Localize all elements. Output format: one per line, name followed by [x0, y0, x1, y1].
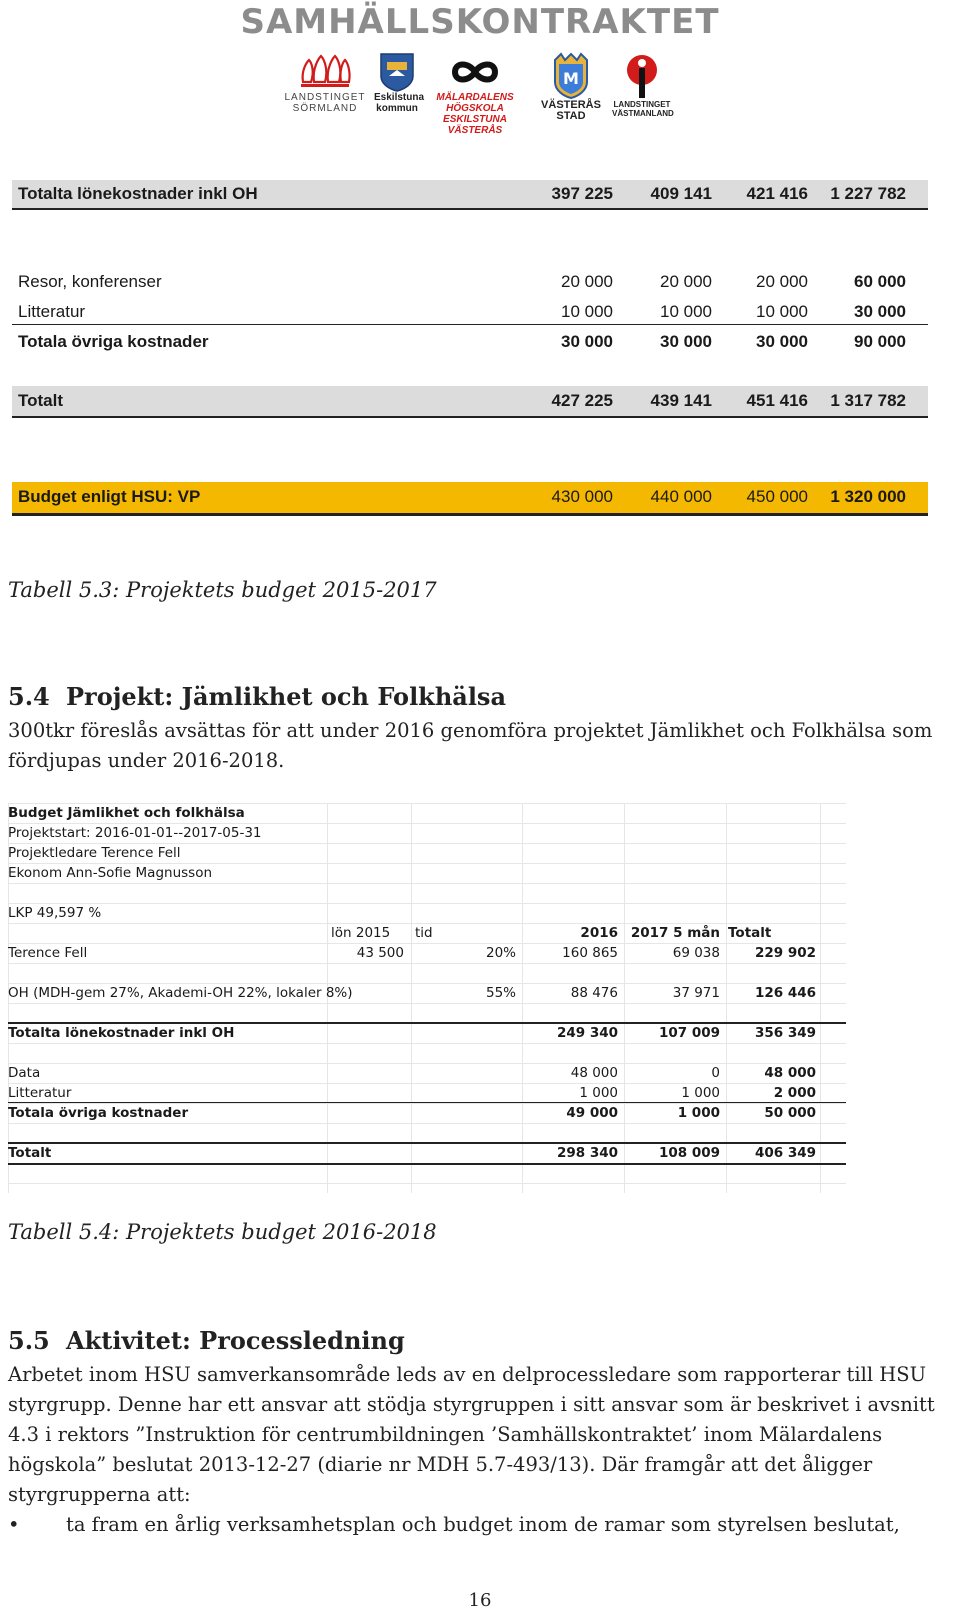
mdh-infinity-icon	[445, 52, 505, 92]
row-label: Budget enligt HSU: VP	[18, 487, 201, 506]
cell-value: 20 000	[660, 272, 712, 291]
sheet-leader: Projektledare Terence Fell	[8, 845, 181, 861]
cell-value: 160 865	[562, 945, 618, 961]
brand-title	[0, 2, 960, 42]
cell-value: 450 000	[746, 487, 808, 506]
cell-value: 10 000	[561, 302, 613, 321]
paragraph-line: 4.3 i rektors ”Instruktion för centrumbildningen ’Samhällskontraktet’ inom Mälardalens	[8, 1423, 883, 1446]
cell-value: 356 349	[754, 1025, 816, 1041]
table-row	[12, 268, 928, 296]
cell-value: 20 000	[756, 272, 808, 291]
tulip-crown-icon	[297, 52, 353, 92]
paragraph	[8, 716, 958, 776]
cell-value: 107 009	[658, 1025, 720, 1041]
eskilstuna-crest-icon	[379, 52, 415, 92]
cell-value: 298 340	[556, 1145, 618, 1161]
cell-value: 397 225	[551, 184, 613, 203]
row-label: Litteratur	[8, 1085, 72, 1101]
cell-value: 108 009	[658, 1145, 720, 1161]
row-label: OH (MDH-gem 27%, Akademi-OH 22%, lokaler 8%)	[8, 985, 353, 1001]
cell-value: 1 000	[579, 1085, 618, 1101]
table-caption: Tabell 5.4: Projektets budget 2016-2018	[8, 1220, 437, 1244]
table-row	[12, 386, 928, 418]
cell-value: 30 000	[854, 302, 906, 321]
row-label: Totalt	[8, 1145, 52, 1161]
paragraph-line: Arbetet inom HSU samverkansområde leds av en delprocessledare som rapporterar till HSU	[8, 1363, 927, 1386]
logo-caption: VÄSTMANLAND	[612, 109, 674, 118]
brand-title-text: SAMHÄLLSKONTRAKTET	[240, 2, 720, 42]
table-row	[12, 328, 928, 356]
cell-value: 10 000	[660, 302, 712, 321]
logo-caption: ESKILSTUNA VÄSTERÅS	[443, 114, 507, 136]
row-label: Totalta lönekostnader inkl OH	[8, 1025, 235, 1041]
logo-caption: kommun	[376, 103, 418, 114]
logo-landstinget-sormland	[276, 52, 374, 114]
cell-value: 1 000	[681, 1085, 720, 1101]
cell-value: 427 225	[551, 391, 613, 410]
cell-value: 37 971	[672, 985, 720, 1001]
logo-eskilstuna-kommun	[374, 52, 425, 114]
sheet-economist: Ekonom Ann-Sofie Magnusson	[8, 865, 213, 881]
table-caption: Tabell 5.3: Projektets budget 2015-2017	[8, 578, 437, 602]
logo-caption: LANDSTINGET	[284, 92, 366, 103]
cell-value: 88 476	[570, 985, 618, 1001]
logo-caption: LANDSTINGET	[613, 100, 671, 109]
svg-text:M: M	[563, 69, 579, 88]
bullet-marker: •	[8, 1513, 20, 1536]
cell-value: 451 416	[746, 391, 808, 410]
row-label: Totala övriga kostnader	[8, 1105, 189, 1121]
cell-value: 2 000	[773, 1085, 816, 1101]
logo-vasteras-stad	[530, 52, 612, 122]
logo-caption: SÖRMLAND	[292, 103, 358, 114]
bullet-text: ta fram en årlig verksamhetsplan och budget inom de ramar som styrelsen beslutat,	[66, 1513, 900, 1536]
cell-value: 43 500	[356, 945, 404, 961]
row-label: Litteratur	[18, 302, 86, 321]
cell-value: 406 349	[754, 1145, 816, 1161]
column-header: tid	[415, 925, 433, 941]
logo-caption: VÄSTERÅS STAD	[541, 99, 601, 122]
row-label: Resor, konferenser	[18, 272, 162, 291]
cell-value: 30 000	[660, 332, 712, 351]
cell-value: 50 000	[764, 1105, 816, 1121]
paragraph	[8, 1360, 958, 1510]
cell-value: 30 000	[561, 332, 613, 351]
paragraph-line: högskola” beslutat 2013-12-27 (diarie nr MDH 5.7-493/13). Där framgår att det åligger	[8, 1453, 873, 1476]
cell-value: 69 038	[672, 945, 720, 961]
paragraph-line: 300tkr föreslås avsättas för att under 2016 genomföra projektet Jämlikhet och Folkhälsa som	[8, 719, 933, 742]
cell-value: 1 317 782	[830, 391, 906, 410]
cell-value: 60 000	[854, 272, 906, 291]
cell-value: 55%	[485, 985, 516, 1001]
cell-value: 1 320 000	[830, 487, 906, 506]
cell-value: 20%	[485, 945, 516, 961]
table-row	[12, 180, 928, 210]
sheet-lkp: LKP 49,597 %	[8, 905, 102, 921]
logo-malardalens-hogskola	[420, 52, 530, 136]
table-row-highlight	[12, 482, 928, 516]
cell-value: 409 141	[650, 184, 712, 203]
cell-value: 229 902	[754, 945, 816, 961]
column-header: 2016	[580, 925, 618, 941]
cell-value: 49 000	[566, 1105, 618, 1121]
section-heading	[8, 682, 506, 711]
page-number: 16	[468, 1590, 492, 1611]
paragraph-line: styrgrupperna att:	[8, 1483, 191, 1506]
section-heading	[8, 1326, 405, 1355]
cell-value: 10 000	[756, 302, 808, 321]
cell-value: 30 000	[756, 332, 808, 351]
row-label: Totalta lönekostnader inkl OH	[18, 184, 258, 203]
cell-value: 90 000	[854, 332, 906, 351]
section-number: 5.5	[8, 1326, 50, 1355]
section-number: 5.4	[8, 682, 50, 711]
paragraph-line: styrgrupp. Denne har ett ansvar att stödja styrgruppen i sitt ansvar som är beskrivet i avsnitt	[8, 1393, 935, 1416]
logo-caption: MÄLARDALENS HÖGSKOLA	[436, 92, 514, 114]
budget-spreadsheet	[8, 803, 846, 1193]
bullet-item	[8, 1510, 958, 1540]
cell-value: 20 000	[561, 272, 613, 291]
cell-value: 249 340	[556, 1025, 618, 1041]
cell-value: 126 446	[754, 985, 816, 1001]
logo-caption: Eskilstuna	[374, 92, 425, 103]
cell-value: 421 416	[746, 184, 808, 203]
section-title: Aktivitet: Processledning	[66, 1326, 405, 1355]
cell-value: 1 000	[677, 1105, 720, 1121]
column-header: 2017 5 mån	[630, 925, 720, 941]
sheet-title: Budget Jämlikhet och folkhälsa	[8, 805, 245, 821]
cell-value: 1 227 782	[830, 184, 906, 203]
column-header: Totalt	[728, 925, 772, 941]
row-label: Totala övriga kostnader	[18, 332, 209, 351]
column-header: lön 2015	[331, 925, 391, 941]
lv-person-icon	[622, 52, 662, 100]
cell-value: 48 000	[764, 1065, 816, 1081]
logo-landstinget-vastmanland	[612, 52, 672, 118]
row-label: Data	[8, 1065, 41, 1081]
cell-value: 440 000	[650, 487, 712, 506]
row-label: Totalt	[18, 391, 64, 410]
row-label: Terence Fell	[8, 945, 88, 961]
table-row	[12, 298, 928, 325]
cell-value: 0	[711, 1065, 720, 1081]
vasteras-crest-icon	[551, 52, 591, 100]
section-title: Projekt: Jämlikhet och Folkhälsa	[66, 682, 506, 711]
cell-value: 48 000	[570, 1065, 618, 1081]
sheet-start: Projektstart: 2016-01-01--2017-05-31	[8, 825, 262, 841]
paragraph-line: fördjupas under 2016-2018.	[8, 749, 285, 772]
cell-value: 430 000	[551, 487, 613, 506]
cell-value: 439 141	[650, 391, 712, 410]
